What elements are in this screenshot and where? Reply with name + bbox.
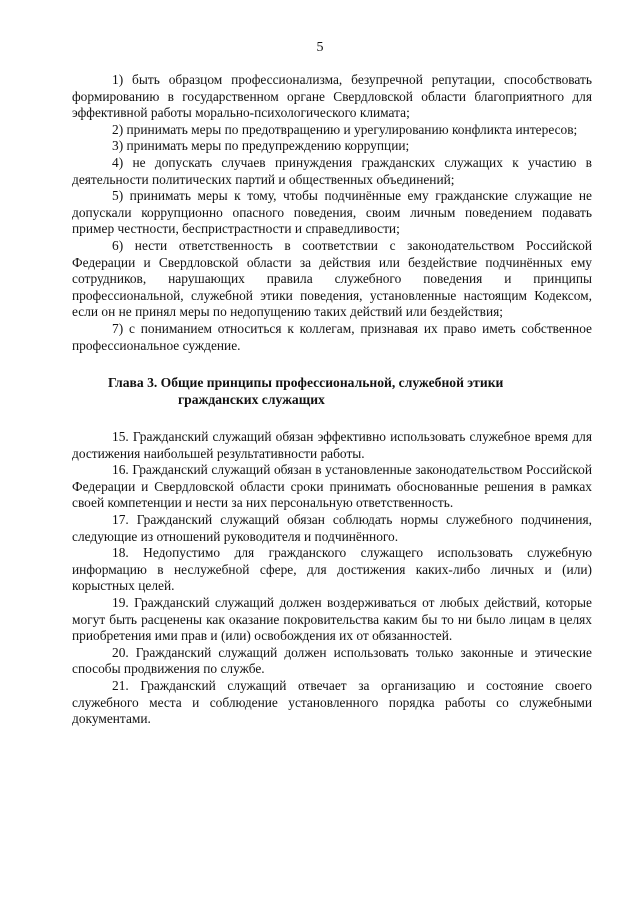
article-paragraph: 19. Гражданский служащий должен воздерживаться от любых действий, которые могут быть расценены как оказание покровительства каким бы то ни было лицам в целях приобретения ими прав и (или) освобождения их от обязанностей. bbox=[72, 595, 592, 644]
chapter-heading-line2: гражданских служащих bbox=[178, 392, 325, 408]
document-body bbox=[72, 72, 592, 728]
list-item: 7) с пониманием относиться к коллегам, признавая их право иметь собственное профессиональное суждение. bbox=[72, 320, 592, 353]
chapter-heading bbox=[72, 374, 592, 408]
list-item: 1) быть образцом профессионализма, безупречной репутации, способствовать формированию в государственном органе Свердловской области благоприятного для эффективной работы морально-психологического климата; bbox=[72, 72, 592, 121]
article-paragraph: 20. Гражданский служащий должен использовать только законные и этические способы продвижения по службе. bbox=[72, 644, 592, 677]
chapter-heading-line1: Глава 3. Общие принципы профессиональной, служебной этики bbox=[108, 375, 504, 391]
page-number: 5 bbox=[316, 40, 324, 55]
list-item: 2) принимать меры по предотвращению и урегулированию конфликта интересов; bbox=[112, 121, 578, 137]
article-paragraph: 18. Недопустимо для гражданского служащего использовать служебную информацию в неслужебной сфере, для достижения каких-либо личных и (или) корыстных целей. bbox=[72, 545, 592, 594]
list-item: 6) нести ответственность в соответствии с законодательством Российской Федерации и Свердловской области за действия или бездействие подчинённых ему сотрудников, нарушающих правила служебного поведения и принципы профессиональной, служебной этики поведения, установленные настоящим Кодексом, если он не принял меры по недопущению таких действий или бездействия; bbox=[72, 237, 592, 320]
list-item: 3) принимать меры по предупреждению коррупции; bbox=[112, 138, 410, 154]
list-item: 5) принимать меры к тому, чтобы подчинённые ему гражданские служащие не допускали коррупционно опасного поведения, своим личным поведением подавать пример честности, беспристрастности и справедливости; bbox=[72, 188, 592, 237]
article-paragraph: 16. Гражданский служащий обязан в установленные законодательством Российской Федерации и Свердловской области сроки принимать обоснованные решения в рамках своей компетенции и нести за них персональную ответственность. bbox=[72, 462, 592, 511]
list-item: 4) не допускать случаев принуждения гражданских служащих к участию в деятельности политических партий и общественных объединений; bbox=[72, 154, 592, 187]
article-paragraph: 17. Гражданский служащий обязан соблюдать нормы служебного подчинения, следующие из отношений руководителя и подчинённого. bbox=[72, 512, 592, 544]
article-paragraph: 15. Гражданский служащий обязан эффективно использовать служебное время для достижения наибольшей результативности работы. bbox=[72, 429, 592, 461]
article-paragraph: 21. Гражданский служащий отвечает за организацию и состояние своего служебного места и соблюдение установленного порядка работы со служебными документами. bbox=[72, 678, 592, 727]
